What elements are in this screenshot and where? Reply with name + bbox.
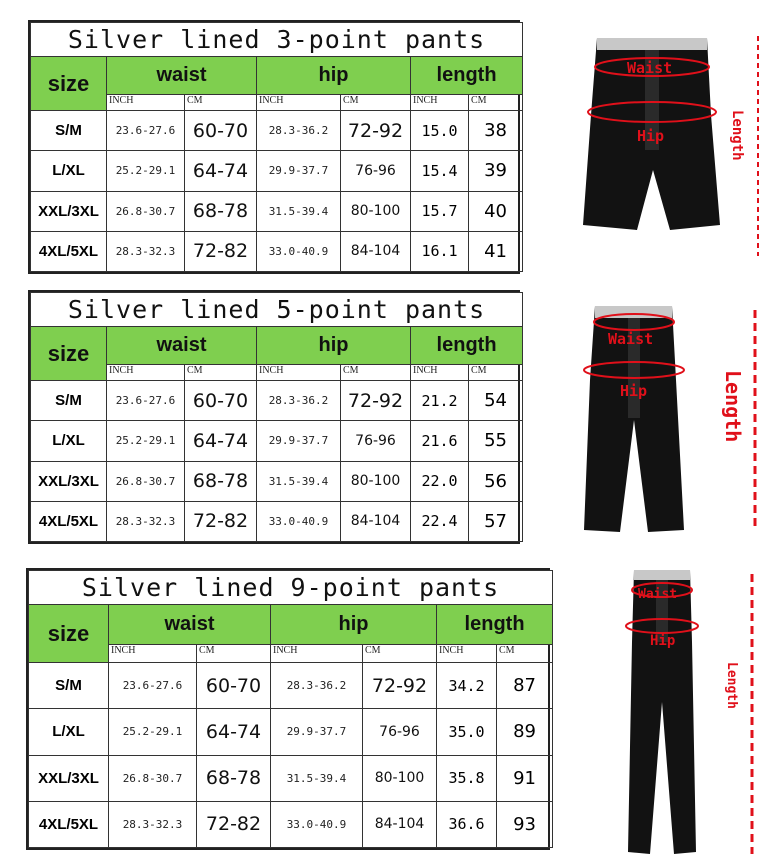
size-header: size [31, 57, 107, 111]
waist-inch-cell: 25.2-29.1 [109, 709, 197, 755]
hip-inch-cell: 31.5-39.4 [257, 461, 341, 501]
hip-inch-cell: 29.9-37.7 [257, 421, 341, 461]
hip-cm-cell: 80-100 [363, 755, 437, 801]
hip-header: hip [257, 57, 411, 95]
size-header: size [31, 327, 107, 381]
unit-cm: CM [197, 645, 271, 663]
size-chart-9-point [26, 568, 550, 850]
hip-cm-cell: 80-100 [341, 461, 411, 501]
unit-inch: INCH [109, 645, 197, 663]
size-cell: S/M [31, 381, 107, 421]
length-header: length [437, 605, 553, 645]
hip-inch-cell: 33.0-40.9 [257, 231, 341, 271]
waist-label: Waist [638, 587, 678, 602]
hip-inch-cell: 31.5-39.4 [257, 191, 341, 231]
size-cell: L/XL [31, 151, 107, 191]
table-row [31, 151, 523, 191]
length-cm-cell: 39 [469, 151, 523, 191]
length-cm-cell: 89 [497, 709, 553, 755]
length-cm-cell: 93 [497, 801, 553, 847]
hip-cm-cell: 76-96 [341, 151, 411, 191]
length-cm-cell: 56 [469, 461, 523, 501]
waist-inch-cell: 28.3-32.3 [109, 801, 197, 847]
size-cell: S/M [31, 111, 107, 151]
unit-cm: CM [469, 95, 523, 111]
waist-header: waist [107, 57, 257, 95]
waist-inch-cell: 26.8-30.7 [107, 191, 185, 231]
hip-inch-cell: 28.3-36.2 [257, 381, 341, 421]
waist-cm-cell: 60-70 [197, 663, 271, 709]
waist-inch-cell: 28.3-32.3 [107, 501, 185, 541]
hip-cm-cell: 76-96 [341, 421, 411, 461]
length-cm-cell: 40 [469, 191, 523, 231]
garment-illustration-9-point [612, 562, 777, 862]
length-inch-cell: 21.6 [411, 421, 469, 461]
waist-inch-cell: 26.8-30.7 [107, 461, 185, 501]
size-chart-5-point [28, 290, 520, 544]
table-row [31, 381, 523, 421]
unit-inch: INCH [437, 645, 497, 663]
unit-inch: INCH [411, 365, 469, 381]
length-cm-cell: 87 [497, 663, 553, 709]
hip-inch-cell: 33.0-40.9 [271, 801, 363, 847]
waist-cm-cell: 68-78 [185, 191, 257, 231]
table-row [29, 709, 553, 755]
waist-cm-cell: 64-74 [197, 709, 271, 755]
table-row [29, 801, 553, 847]
table-row [31, 501, 523, 541]
hip-cm-cell: 72-92 [363, 663, 437, 709]
unit-inch: INCH [107, 365, 185, 381]
length-inch-cell: 15.4 [411, 151, 469, 191]
waist-inch-cell: 26.8-30.7 [109, 755, 197, 801]
length-inch-cell: 34.2 [437, 663, 497, 709]
waist-inch-cell: 23.6-27.6 [109, 663, 197, 709]
length-cm-cell: 41 [469, 231, 523, 271]
hip-header: hip [257, 327, 411, 365]
length-inch-cell: 15.0 [411, 111, 469, 151]
table-row [31, 191, 523, 231]
hip-cm-cell: 72-92 [341, 111, 411, 151]
waist-cm-cell: 64-74 [185, 421, 257, 461]
waist-inch-cell: 23.6-27.6 [107, 111, 185, 151]
hip-cm-cell: 84-104 [341, 501, 411, 541]
hip-label: Hip [637, 127, 665, 145]
waist-inch-cell: 28.3-32.3 [107, 231, 185, 271]
hip-cm-cell: 72-92 [341, 381, 411, 421]
hip-cm-cell: 76-96 [363, 709, 437, 755]
table-row [31, 231, 523, 271]
unit-inch: INCH [107, 95, 185, 111]
hip-header: hip [271, 605, 437, 645]
length-inch-cell: 36.6 [437, 801, 497, 847]
waist-label: Waist [608, 330, 654, 348]
hip-inch-cell: 33.0-40.9 [257, 501, 341, 541]
hip-label: Hip [650, 633, 676, 649]
unit-cm: CM [341, 365, 411, 381]
unit-inch: INCH [271, 645, 363, 663]
length-inch-cell: 21.2 [411, 381, 469, 421]
unit-cm: CM [185, 95, 257, 111]
waist-cm-cell: 68-78 [185, 461, 257, 501]
size-cell: L/XL [31, 421, 107, 461]
unit-cm: CM [363, 645, 437, 663]
size-cell: 4XL/5XL [29, 801, 109, 847]
length-cm-cell: 54 [469, 381, 523, 421]
length-inch-cell: 22.0 [411, 461, 469, 501]
hip-cm-cell: 84-104 [363, 801, 437, 847]
waist-inch-cell: 25.2-29.1 [107, 151, 185, 191]
chart-title: Silver lined 5-point pants [31, 293, 523, 327]
unit-cm: CM [185, 365, 257, 381]
waist-cm-cell: 72-82 [197, 801, 271, 847]
length-inch-cell: 35.0 [437, 709, 497, 755]
length-label: Length [724, 662, 739, 709]
garment-illustration-5-point [560, 300, 775, 540]
chart-title: Silver lined 9-point pants [29, 571, 553, 605]
table-row [31, 421, 523, 461]
size-cell: L/XL [29, 709, 109, 755]
size-cell: XXL/3XL [29, 755, 109, 801]
waist-header: waist [109, 605, 271, 645]
waist-cm-cell: 68-78 [197, 755, 271, 801]
length-inch-cell: 16.1 [411, 231, 469, 271]
table-row [29, 663, 553, 709]
waist-cm-cell: 72-82 [185, 501, 257, 541]
size-header: size [29, 605, 109, 663]
size-cell: 4XL/5XL [31, 231, 107, 271]
waist-inch-cell: 25.2-29.1 [107, 421, 185, 461]
length-cm-cell: 91 [497, 755, 553, 801]
hip-inch-cell: 29.9-37.7 [257, 151, 341, 191]
hip-inch-cell: 29.9-37.7 [271, 709, 363, 755]
table-row [29, 755, 553, 801]
length-cm-cell: 57 [469, 501, 523, 541]
chart-title: Silver lined 3-point pants [31, 23, 523, 57]
waist-inch-cell: 23.6-27.6 [107, 381, 185, 421]
size-cell: S/M [29, 663, 109, 709]
waist-cm-cell: 64-74 [185, 151, 257, 191]
waist-cm-cell: 60-70 [185, 111, 257, 151]
length-label: Length [721, 370, 745, 443]
length-label: Length [729, 110, 745, 161]
hip-cm-cell: 84-104 [341, 231, 411, 271]
length-cm-cell: 38 [469, 111, 523, 151]
unit-cm: CM [497, 645, 553, 663]
hip-label: Hip [620, 382, 648, 400]
table-row [31, 461, 523, 501]
hip-inch-cell: 31.5-39.4 [271, 755, 363, 801]
unit-cm: CM [469, 365, 523, 381]
length-header: length [411, 327, 523, 365]
unit-inch: INCH [257, 365, 341, 381]
hip-cm-cell: 80-100 [341, 191, 411, 231]
size-chart-3-point [28, 20, 520, 274]
unit-cm: CM [341, 95, 411, 111]
size-cell: 4XL/5XL [31, 501, 107, 541]
hip-inch-cell: 28.3-36.2 [257, 111, 341, 151]
length-inch-cell: 22.4 [411, 501, 469, 541]
length-cm-cell: 55 [469, 421, 523, 461]
length-inch-cell: 35.8 [437, 755, 497, 801]
waist-header: waist [107, 327, 257, 365]
length-inch-cell: 15.7 [411, 191, 469, 231]
waist-cm-cell: 72-82 [185, 231, 257, 271]
hip-inch-cell: 28.3-36.2 [271, 663, 363, 709]
size-cell: XXL/3XL [31, 191, 107, 231]
garment-illustration-3-point [545, 20, 775, 270]
unit-inch: INCH [257, 95, 341, 111]
unit-inch: INCH [411, 95, 469, 111]
table-row [31, 111, 523, 151]
waist-label: Waist [627, 59, 673, 77]
size-cell: XXL/3XL [31, 461, 107, 501]
waist-cm-cell: 60-70 [185, 381, 257, 421]
length-header: length [411, 57, 523, 95]
